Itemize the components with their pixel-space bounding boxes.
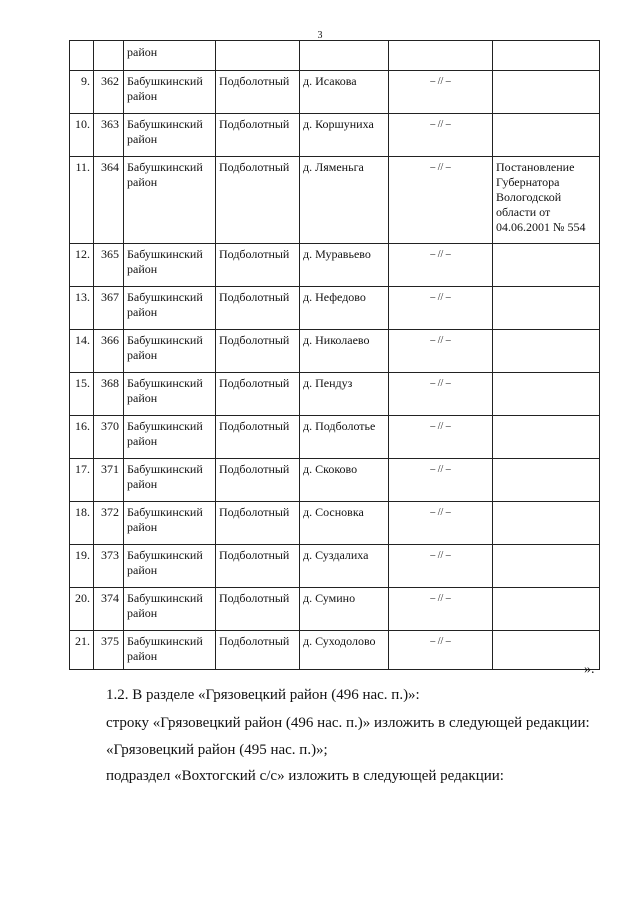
paragraph-new-line-text: «Грязовецкий район (495 нас. п.)»;	[106, 742, 328, 758]
cell-note	[493, 459, 600, 502]
table-row	[70, 287, 600, 330]
cell-settlement: д. Нефедово	[300, 287, 389, 330]
cell-note: Постановление Губернатора Вологодской области от 04.06.2001 № 554	[493, 157, 600, 244]
cell-status: – // –	[389, 287, 493, 330]
cell-code: 368	[94, 373, 124, 416]
cell-council: Подболотный	[216, 588, 300, 631]
cell-number: 18.	[70, 502, 94, 545]
cell-code: 375	[94, 631, 124, 670]
cell-settlement: д. Скоково	[300, 459, 389, 502]
cell-council: Подболотный	[216, 330, 300, 373]
cell-status: – // –	[389, 373, 493, 416]
table-row-continued	[70, 41, 600, 71]
cell-number: 11.	[70, 157, 94, 244]
cell-district: Бабушкинский район	[124, 287, 216, 330]
cell-number: 12.	[70, 244, 94, 287]
cell-status: – // –	[389, 631, 493, 670]
table-row	[70, 631, 600, 670]
cell-settlement: д. Муравьево	[300, 244, 389, 287]
cell-district: Бабушкинский район	[124, 459, 216, 502]
page-number: 3	[317, 30, 323, 41]
cell-district: Бабушкинский район	[124, 71, 216, 114]
cell-number: 13.	[70, 287, 94, 330]
cell-settlement: д. Суздалиха	[300, 545, 389, 588]
cell-settlement: д. Николаево	[300, 330, 389, 373]
cell-district: Бабушкинский район	[124, 114, 216, 157]
cell-status: – // –	[389, 114, 493, 157]
cell-note	[493, 287, 600, 330]
table-row	[70, 244, 600, 287]
table-row	[70, 459, 600, 502]
cell-settlement: д. Суходолово	[300, 631, 389, 670]
table-row	[70, 502, 600, 545]
cell-district: Бабушкинский район	[124, 631, 216, 670]
table-row	[70, 71, 600, 114]
cell-settlement: д. Коршуниха	[300, 114, 389, 157]
table-row	[70, 373, 600, 416]
cell-code: 367	[94, 287, 124, 330]
cell-district: Бабушкинский район	[124, 416, 216, 459]
cell-note	[493, 545, 600, 588]
closing-quote: ».	[584, 662, 595, 677]
table-row	[70, 588, 600, 631]
cell-number: 17.	[70, 459, 94, 502]
cell-council: Подболотный	[216, 502, 300, 545]
cell-number: 10.	[70, 114, 94, 157]
cell-status: – // –	[389, 459, 493, 502]
cell-settlement: д. Ляменьга	[300, 157, 389, 244]
cell-note	[493, 588, 600, 631]
cell-note	[493, 71, 600, 114]
cell-status: – // –	[389, 545, 493, 588]
cell-note	[493, 244, 600, 287]
cell-note	[493, 416, 600, 459]
paragraph-subsection-instruction: подраздел «Вохтогский с/с» изложить в следующей редакции:	[106, 768, 504, 784]
cell-number: 20.	[70, 588, 94, 631]
cell-code: 374	[94, 588, 124, 631]
cell-code: 366	[94, 330, 124, 373]
cell-number: 21.	[70, 631, 94, 670]
cell-district: Бабушкинский район	[124, 373, 216, 416]
table-row	[70, 157, 600, 244]
cell-district: Бабушкинский район	[124, 502, 216, 545]
cell-settlement: д. Исакова	[300, 71, 389, 114]
cell-settlement: д. Подболотье	[300, 416, 389, 459]
paragraph-line-instruction: строку «Грязовецкий район (496 нас. п.)» изложить в следующей редакции:	[106, 715, 590, 731]
cell-code: 373	[94, 545, 124, 588]
cell-district: район	[124, 41, 216, 71]
cell-status: – // –	[389, 71, 493, 114]
cell-status: – // –	[389, 416, 493, 459]
cell-status: – // –	[389, 588, 493, 631]
cell-status: – // –	[389, 502, 493, 545]
table-row	[70, 330, 600, 373]
cell-council: Подболотный	[216, 71, 300, 114]
cell-council: Подболотный	[216, 416, 300, 459]
cell-district: Бабушкинский район	[124, 244, 216, 287]
cell-settlement: д. Сосновка	[300, 502, 389, 545]
cell-district: Бабушкинский район	[124, 157, 216, 244]
cell-status: – // –	[389, 157, 493, 244]
cell-note	[493, 502, 600, 545]
cell-council: Подболотный	[216, 459, 300, 502]
table-row	[70, 114, 600, 157]
cell-council: Подболотный	[216, 244, 300, 287]
cell-code: 365	[94, 244, 124, 287]
cell-council: Подболотный	[216, 631, 300, 670]
table-row	[70, 416, 600, 459]
paragraph-section-heading: 1.2. В разделе «Грязовецкий район (496 нас. п.)»:	[106, 687, 420, 703]
cell-district: Бабушкинский район	[124, 330, 216, 373]
table-row	[70, 545, 600, 588]
cell-number: 16.	[70, 416, 94, 459]
cell-status: – // –	[389, 244, 493, 287]
cell-council: Подболотный	[216, 545, 300, 588]
cell-district: Бабушкинский район	[124, 545, 216, 588]
cell-number: 14.	[70, 330, 94, 373]
cell-code: 364	[94, 157, 124, 244]
cell-settlement: д. Пендуз	[300, 373, 389, 416]
cell-note	[493, 373, 600, 416]
cell-number: 19.	[70, 545, 94, 588]
cell-code: 370	[94, 416, 124, 459]
cell-code: 363	[94, 114, 124, 157]
cell-code: 371	[94, 459, 124, 502]
cell-district: Бабушкинский район	[124, 588, 216, 631]
cell-number: 15.	[70, 373, 94, 416]
cell-note	[493, 114, 600, 157]
cell-settlement: д. Сумино	[300, 588, 389, 631]
settlements-table	[69, 40, 600, 670]
cell-council: Подболотный	[216, 157, 300, 244]
cell-code: 362	[94, 71, 124, 114]
cell-status: – // –	[389, 330, 493, 373]
cell-note	[493, 330, 600, 373]
cell-council: Подболотный	[216, 114, 300, 157]
cell-number: 9.	[70, 71, 94, 114]
cell-council: Подболотный	[216, 287, 300, 330]
cell-council: Подболотный	[216, 373, 300, 416]
cell-code: 372	[94, 502, 124, 545]
